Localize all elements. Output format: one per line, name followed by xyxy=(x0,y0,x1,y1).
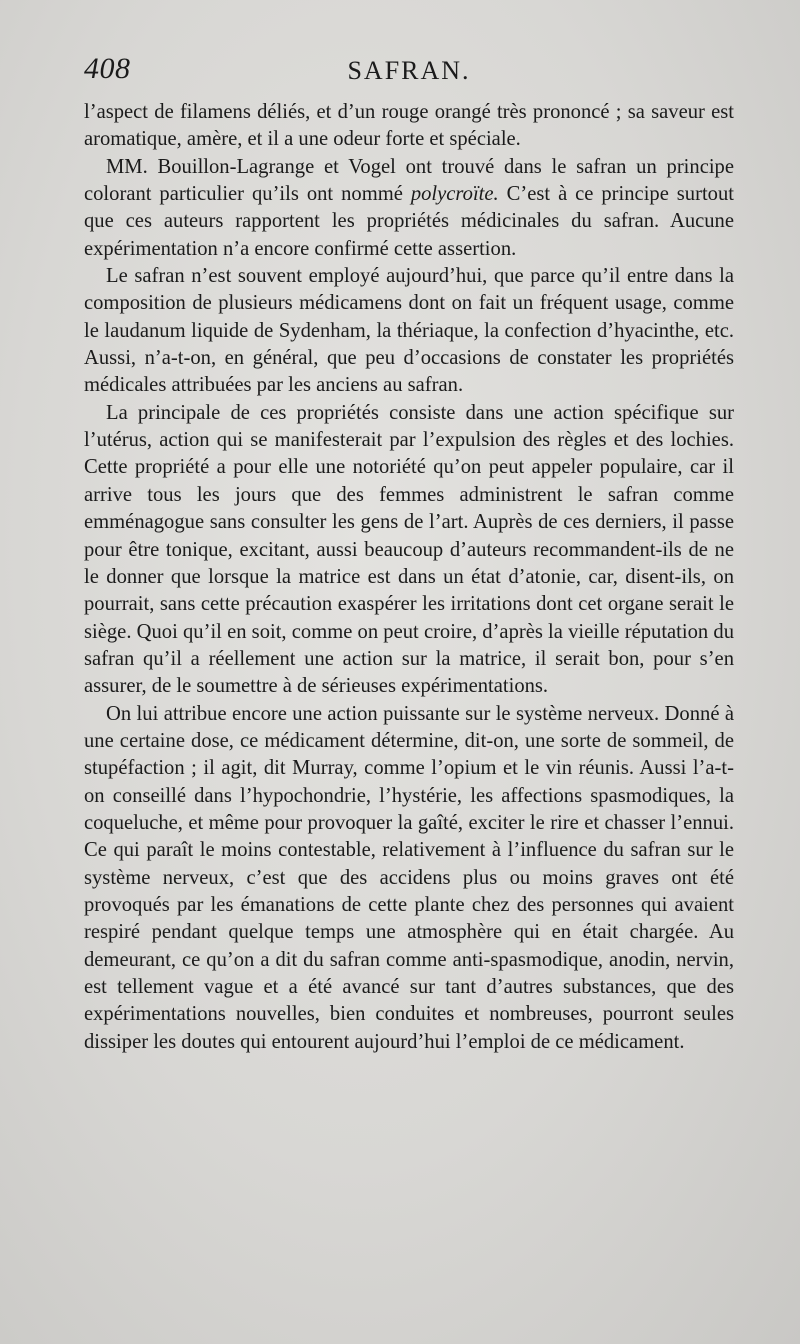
body-text xyxy=(84,99,734,1056)
paragraph-2 xyxy=(84,154,734,263)
paragraph-4: La principale de ces propriétés consiste dans une action spécifique sur l’utérus, action qui se manifesterait par l’expulsion des règles et des lochies. Cette propriété a pour elle une notoriété qu’on peut appeler populaire, car il arrive tous les jours que des femmes administrent le safran comme emménagogue sans consulter les gens de l’art. Auprès de ces derniers, il passe pour être tonique, excitant, aussi beaucoup d’auteurs recommandent-ils de ne le donner que lorsque la matrice est dans un état d’atonie, car, disent-ils, on pourrait, sans cette précaution exaspérer les irritations dont cet organe serait le siège. Quoi qu’il en soit, comme on peut croire, d’après la vieille réputation du safran qu’il a réellement une action sur la matrice, il serait bon, pour s’en assurer, de le soumettre à de sérieuses expérimentations. xyxy=(84,401,734,698)
paragraph-2-text: MM. Bouillon-Lagrange et Vogel ont trouvé dans le safran un principe colorant particulier qu’ils ont nommé xyxy=(84,155,734,206)
page-number: 408 xyxy=(84,52,131,85)
paragraph-5: On lui attribue encore une action puissante sur le système nerveux. Donné à une certaine dose, ce médicament détermine, dit-on, une sorte de sommeil, de stupéfaction ; il agit, dit Murray, comme l’opium et le vin réunis. Aussi l’a-t-on conseillé dans l’hypochondrie, l’hystérie, les affections spasmodiques, la coqueluche, et même pour provoquer la gaîté, exciter le rire et chasser l’ennui. Ce qui paraît le moins contestable, relativement à l’influence du safran sur le système nerveux, c’est que des accidens plus ou moins graves ont été provoqués par les émanations de cette plante chez des personnes qui avaient respiré pendant quelque temps une atmosphère qui en était chargée. Au demeurant, ce qu’on a dit du safran comme anti-spasmodique, anodin, nervin, est tellement vague et a été avancé sur tant d’autres substances, que des expérimentations nouvelles, bien conduites et nombreuses, pourront seules dissiper les doutes qui entourent aujourd’hui l’emploi de ce médicament. xyxy=(84,702,734,1053)
paragraph-2-italic-term: polycroïte. xyxy=(410,183,499,206)
paragraph-1: l’aspect de filamens déliés, et d’un rouge orangé très prononcé ; sa saveur est aromatique, amère, et il a une odeur forte et spéciale. xyxy=(84,101,734,151)
running-title: SAFRAN. xyxy=(347,56,471,85)
paragraph-3: Le safran n’est souvent employé aujourd’hui, que parce qu’il entre dans la composition de plusieurs médicamens dont on fait un fréquent usage, comme le laudanum liquide de Sydenham, la thériaque, la confection d’hyacinthe, etc. Aussi, n’a-t-on, en général, que peu d’occasions de constater les propriétés médicales attribuées par les anciens au safran. xyxy=(84,265,734,397)
paragraph-2-text-cont: C’est à ce principe surtout que ces auteurs rapportent les propriétés médicinales du safran. Aucune expérimentation n’a encore confirmé cette assertion. xyxy=(84,183,734,260)
page-header xyxy=(84,52,734,98)
